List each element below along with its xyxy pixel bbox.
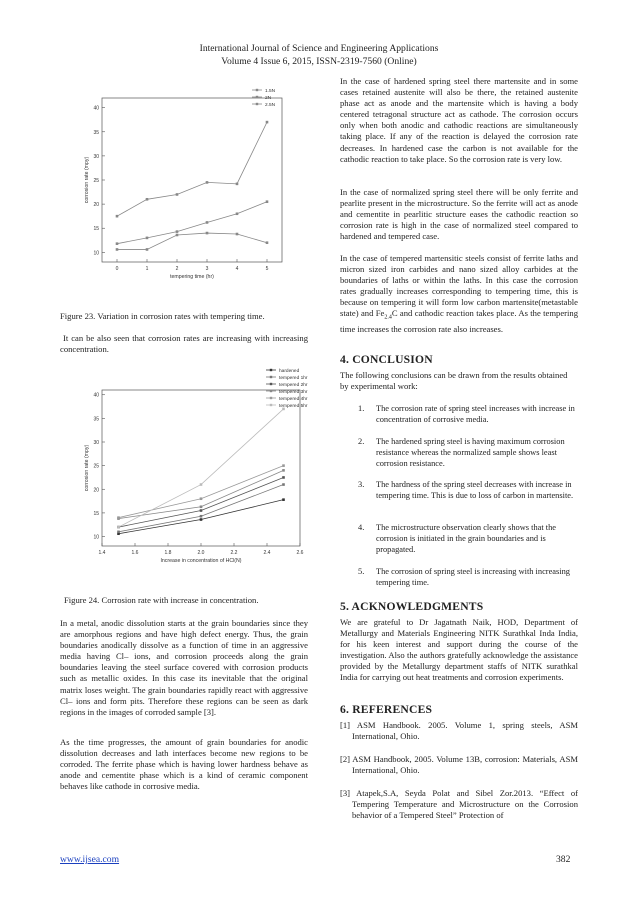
y-tick-label: 15	[93, 226, 99, 233]
data-point	[176, 193, 179, 196]
reference-item	[340, 720, 578, 742]
legend-label: 2.5N	[265, 102, 276, 108]
reference-text: [2] ASM Handbook, 2005. Volume 13B, corrosion: Materials, ASM International, Ohio.	[340, 754, 578, 776]
paragraph-concentration: It can be also seen that corrosion rates are increasing with increasing concentration.	[60, 333, 308, 355]
conclusion-item-number: 1.	[358, 404, 365, 413]
legend-marker	[270, 404, 272, 406]
data-point	[146, 248, 149, 251]
conclusion-intro: The following conclusions can be drawn from the results obtained by experimental work:	[340, 370, 568, 392]
x-tick-label: 1.4	[98, 550, 106, 556]
conclusion-item-number: 5.	[358, 567, 365, 576]
data-point	[176, 230, 179, 233]
legend-marker	[270, 390, 272, 392]
legend-label: tempered 2hr	[279, 382, 308, 388]
paragraph-anodic-dissolution: In a metal, anodic dissolution starts at the grain boundaries since they are amorphous regions and have high defect energy. Thus, the grain boundaries anodically dissolve as a function of time in an aggressive media having Cl– ions, and corrosion proceeds along the grain boundaries leaving the steel surface covered with corrosion products such as metallic oxides. In this case its inevitable that the original matrix loses weight. The grain boundaries rapidly react with aggressive Cl– ions and form pits. Therefore these regions can be seen as dark regions in the images of corroded sample [3].	[60, 618, 308, 717]
figure-24-caption: Figure 24. Corrosion rate with increase in concentration.	[64, 595, 259, 605]
conclusion-heading: 4. CONCLUSION	[340, 353, 433, 366]
legend-marker	[270, 383, 272, 385]
data-point	[236, 212, 239, 215]
y-tick-label: 25	[93, 463, 99, 470]
data-point	[176, 234, 179, 237]
data-point	[117, 531, 120, 534]
x-tick-label: 1.6	[131, 550, 139, 556]
legend-label: tempered 3hr	[279, 389, 308, 395]
paragraph-tempered-part2: C and cathodic reaction takes place. As the tempering time increases the corrosion rate also increases.	[340, 308, 578, 335]
x-axis-label: tempering time (hr)	[170, 274, 214, 280]
data-point	[116, 215, 119, 218]
x-tick-label: 2.4	[263, 550, 271, 556]
y-tick-label: 30	[93, 153, 99, 160]
reference-text: [3] Atapek,S.A, Seyda Polat and Sibel Zor.2013. “Effect of Tempering Temperature and Microstructure on the Corrosion behavior of a Tempered Steel” Protection of	[340, 788, 578, 821]
legend-label: 2N	[265, 95, 272, 101]
data-point	[146, 198, 149, 201]
data-point	[200, 505, 203, 508]
x-tick-label: 2.2	[230, 550, 238, 556]
x-tick-label: 1.8	[164, 550, 172, 556]
plot-frame	[102, 98, 282, 262]
x-axis-label: Increase in concentration of HCl(N)	[160, 558, 242, 564]
figure-24-chart	[60, 364, 320, 592]
paragraph-tempered-part1: In the case of tempered martensitic steels consist of ferrite laths and micron sized iron carbides and nano sized alloy carbides at the boundaries of laths or within the laths. In this case the corrosion rates gradually increases corresponding to tempering time, this is because on tempering it will form low carbon martensite(metastable state) and Fe	[340, 253, 578, 319]
legend-marker	[270, 369, 272, 371]
conclusion-item-text: The microstructure observation clearly shows that the corrosion is initiated in the grain boundaries and is propagated.	[376, 523, 557, 554]
y-tick-label: 40	[93, 105, 99, 112]
data-point	[200, 497, 203, 500]
conclusion-item-text: The corrosion rate of spring steel increases with increase in concentration of corrosive media.	[376, 404, 575, 424]
x-tick-label: 2.6	[296, 550, 304, 556]
data-point	[282, 498, 285, 501]
y-tick-label: 10	[93, 534, 99, 541]
figure-23-caption: Figure 23. Variation in corrosion rates with tempering time.	[60, 311, 265, 321]
reference-item	[340, 754, 578, 776]
y-tick-label: 25	[93, 178, 99, 184]
data-point	[236, 233, 239, 236]
series-line	[119, 485, 284, 532]
data-point	[282, 483, 285, 486]
data-point	[236, 183, 239, 186]
data-point	[266, 121, 269, 124]
legend-marker	[256, 103, 258, 105]
legend-label: hardened	[279, 368, 300, 374]
x-tick-label: 2	[175, 266, 179, 272]
figure-23-chart	[60, 80, 320, 308]
plot-frame	[102, 390, 300, 546]
y-tick-label: 30	[93, 440, 99, 446]
journal-title: International Journal of Science and Engineering Applications	[199, 43, 439, 54]
x-tick-label: 1	[145, 266, 149, 272]
conclusion-item-number: 3.	[358, 480, 365, 489]
data-point	[266, 200, 269, 203]
data-point	[282, 464, 285, 467]
data-point	[206, 232, 209, 235]
references-heading: 6. REFERENCES	[340, 703, 433, 716]
legend-label: 1.5N	[265, 88, 276, 94]
legend-marker	[270, 376, 272, 378]
series-line	[117, 202, 267, 244]
y-tick-label: 15	[93, 510, 99, 517]
data-point	[117, 526, 120, 529]
legend-marker	[256, 89, 258, 91]
journal-volume: Volume 4 Issue 6, 2015, ISSN-2319-7560 (Online)	[221, 55, 417, 67]
legend-label: tempered 5hr	[279, 403, 308, 409]
conclusion-item-text: The hardness of the spring steel decreases with increase in tempering time. This is due to loss of carbon in martensite.	[376, 480, 574, 500]
conclusion-item-number: 4.	[358, 523, 365, 532]
y-tick-label: 20	[93, 487, 99, 494]
series-line	[117, 122, 267, 216]
legend-marker	[256, 96, 258, 98]
reference-item	[340, 788, 578, 821]
paragraph-normalized: In the case of normalized spring steel there will be only ferrite and pearlite present in the microstructure. So the ferrite will act as anode and cementite in pearlitic structure eases the cathodic reaction so corrosion rate is high in the case of normalized steel compared to hardened and tempered case.	[340, 187, 578, 242]
data-point	[282, 476, 285, 479]
footer-url-link[interactable]: www.ijsea.com	[60, 854, 120, 865]
y-tick-label: 10	[93, 250, 99, 257]
paragraph-grain-boundaries: As the time progresses, the amount of grain boundaries for anodic dissolution decreases and lath interfaces become new regions to be corroded. The ferrite phase which is having lower hardness behave as anode and cementite phase which is a kind of ceramic component behaves like cathode in corrosive media.	[60, 737, 308, 792]
conclusion-item-text: The hardened spring steel is having maximum corrosion resistance whereas the normalized sample shows least corrosion resistance.	[376, 437, 565, 468]
data-point	[206, 221, 209, 224]
reference-text: [1] ASM Handbook. 2005. Volume 1, spring steels, ASM International, Ohio.	[340, 720, 578, 742]
legend-label: tempered 1hr	[279, 375, 308, 381]
data-point	[116, 242, 119, 245]
y-tick-label: 20	[93, 202, 99, 209]
legend-marker	[270, 397, 272, 399]
data-point	[200, 483, 203, 486]
data-point	[146, 237, 149, 240]
data-point	[206, 181, 209, 184]
x-tick-label: 3	[205, 266, 209, 272]
x-tick-label: 4	[235, 266, 239, 272]
x-tick-label: 0	[115, 266, 119, 272]
data-point	[117, 516, 120, 519]
data-point	[282, 469, 285, 472]
series-line	[117, 233, 267, 249]
y-axis-label: corrosion rate (mpy)	[84, 156, 90, 204]
conclusion-item-number: 2.	[358, 437, 365, 446]
y-tick-label: 35	[93, 129, 99, 136]
x-tick-label: 5	[265, 266, 269, 272]
fe-subscript: 2.4	[384, 315, 392, 322]
data-point	[200, 509, 203, 512]
data-point	[200, 518, 203, 521]
data-point	[116, 248, 119, 251]
journal-header	[0, 43, 638, 68]
y-tick-label: 35	[93, 416, 99, 423]
y-tick-label: 40	[93, 392, 99, 399]
legend-label: tempered 4hr	[279, 396, 308, 402]
paragraph-hardened: In the case of hardened spring steel there martensite and in some cases retained austenite will also be there, the retained austenite phase act as anode and the martensite which is having a body centered tetragonal structure act as cathode. The corrosion occurs only when both anodic and cathodic reactions are simultaneously taking place. If any of the reaction is delayed the corrosion rate decreases. In hardened case the carbon is not available for the cathodic reaction to take place. So the corrosion rate is very low.	[340, 76, 578, 164]
acknowledgments-text: We are grateful to Dr Jagatnath Naik, HOD, Department of Metallurgy and Materials Engineering NITK Surathkal Inda India, for his keen interest and support during the course of the investigation. Also the authors gratefully acknowledge the assistance provided by the Metallurgy department staffs of NITK surathkal India for carrying out heat treatments and corrosion experiments.	[340, 617, 578, 683]
data-point	[200, 515, 203, 518]
page-number: 382	[556, 854, 571, 865]
data-point	[266, 241, 269, 244]
paragraph-tempered	[340, 253, 578, 335]
conclusion-item-text: The corrosion of spring steel is increasing with increasing tempering time.	[376, 567, 570, 587]
acknowledgments-heading: 5. ACKNOWLEDGMENTS	[340, 600, 484, 613]
x-tick-label: 2.0	[197, 550, 205, 556]
y-axis-label: corrosion rate (mpy)	[84, 444, 90, 492]
